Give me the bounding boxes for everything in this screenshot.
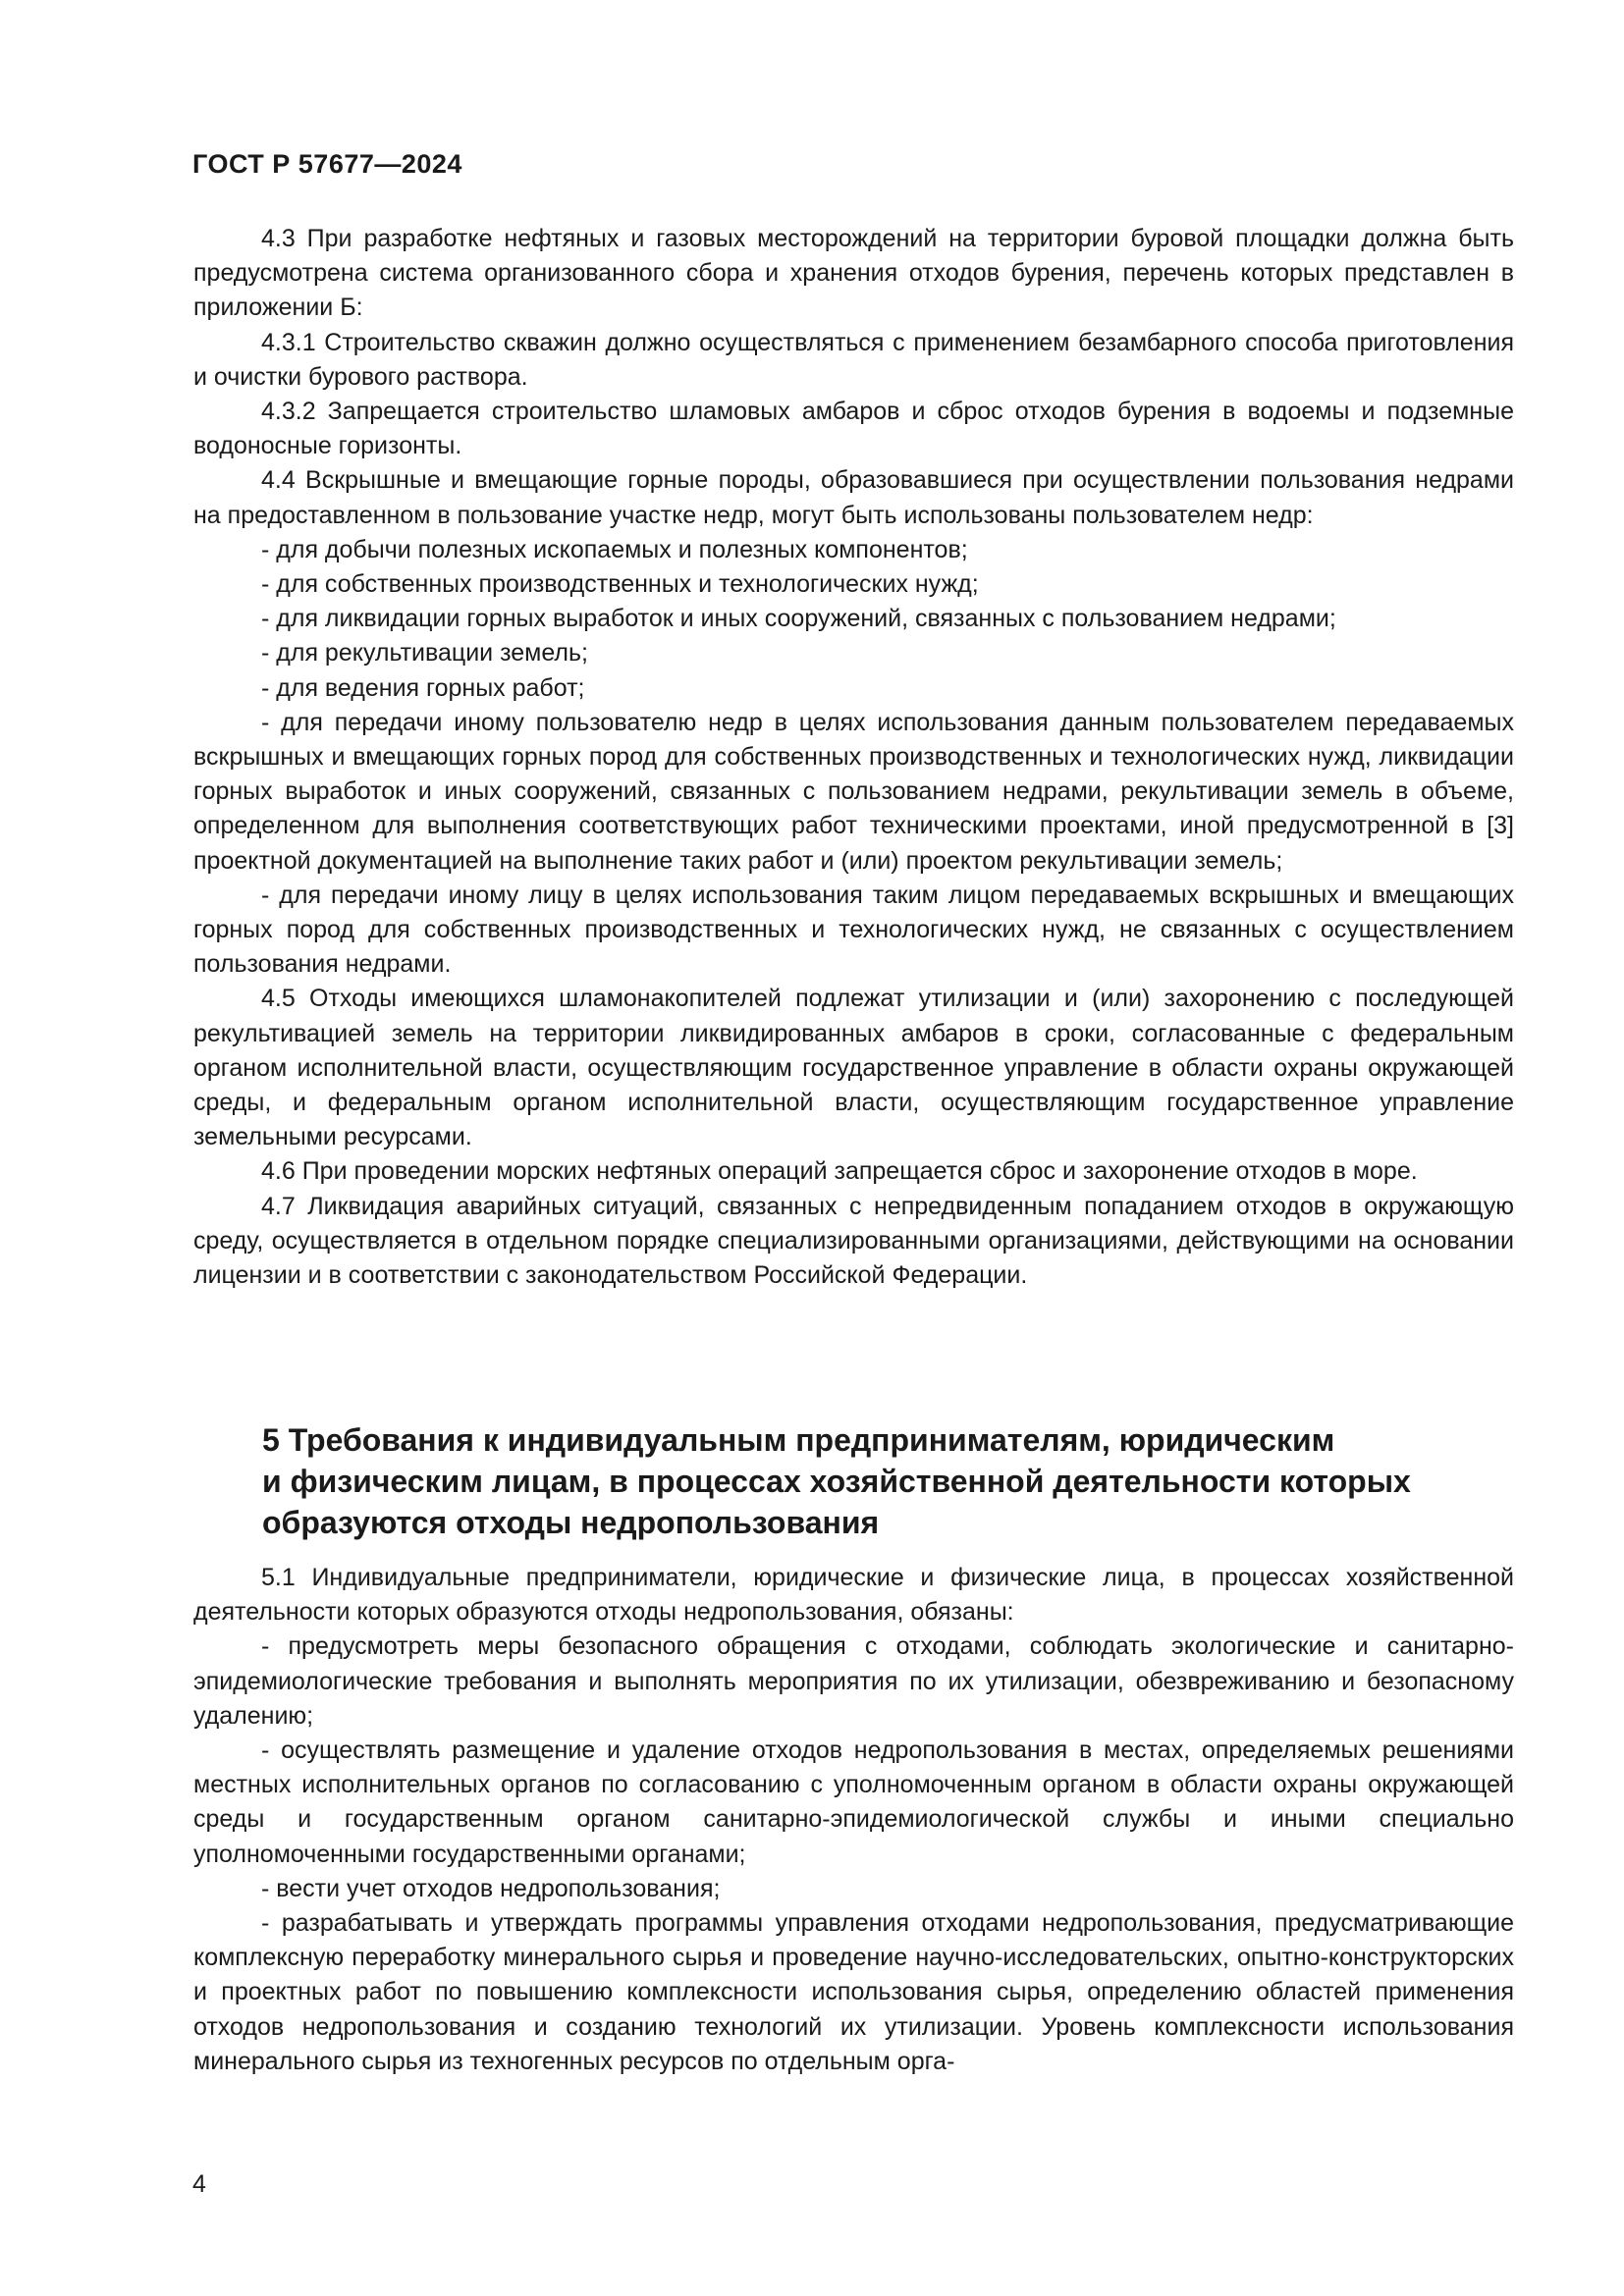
section-title-line: образуются отходы недропользования: [262, 1505, 880, 1540]
list-item: - для добычи полезных ископаемых и полезных компонентов;: [261, 535, 968, 563]
list-item: - для рекультивации земель;: [261, 639, 588, 667]
paragraph: 4.6 При проведении морских нефтяных операций запрещается сброс и захоронение отходов в море.: [261, 1157, 1418, 1186]
list-item: - вести учет отходов недропользования;: [261, 1874, 721, 1902]
list-item: - для собственных производственных и технологических нужд;: [261, 570, 979, 599]
section-title-line: 5 Требования к индивидуальным предпринимателям, юридическим: [262, 1422, 1335, 1458]
list-item: - для передачи иному пользователю недр в целях использования данным пользователем передаваемых вскрышных и вмещающих горных пород для собственных производственных и технологических нужд, ликвидации горных выработок и иных сооружений, связанных с пользованием недрами, рекультивации земель в объеме, определенном для выполнения соответствующих работ техническими проектами, иной предусмотренной в [3] проектной документацией на выполнение таких работ и (или) проектом рекультивации земель;: [193, 708, 1514, 875]
paragraph: 4.7 Ликвидация аварийных ситуаций, связанных с непредвиденным попаданием отходов в окружающую среду, осуществляется в отдельном порядке специализированными организациями, действующими на основании лицензии и в соответствии с законодательством Российской Федерации.: [193, 1192, 1514, 1290]
list-item: - для ведения горных работ;: [261, 673, 585, 702]
paragraph: 4.3 При разработке нефтяных и газовых месторождений на территории буровой площадки должна быть предусмотрена система организованного сбора и хранения отходов бурения, перечень которых представлен в приложении Б:: [193, 225, 1514, 322]
list-item: - для передачи иному лицу в целях использования таким лицом передаваемых вскрышных и вмещающих горных пород для собственных производственных и технологических нужд, не связанных с осуществлением пользования недрами.: [193, 881, 1514, 979]
list-item: - разрабатывать и утверждать программы управления отходами недропользования, предусматривающие комплексную переработку минерального сырья и проведение научно-исследовательских, опытно-конструкторских и проектных работ по повышению комплексности использования сырья, определению областей применения отходов недропользования и созданию технологий их утилизации. Уровень комплексности использования минерального сырья из техногенных ресурсов по отдельным орга-: [193, 1909, 1514, 2075]
section4-body: [193, 222, 1514, 1293]
list-item: - для ликвидации горных выработок и иных сооружений, связанных с пользованием недрами;: [261, 605, 1336, 633]
list-item: - осуществлять размещение и удаление отходов недропользования в местах, определяемых решениями местных исполнительных органов по согласованию с уполномоченным органом в области охраны окружающей среды и государственным органом санитарно-эпидемиологической службы и иными специально уполномоченными государственными органами;: [193, 1736, 1514, 1868]
section-title-line: и физическим лицам, в процессах хозяйственной деятельности которых: [262, 1464, 1411, 1499]
list-item: - предусмотреть меры безопасного обращения с отходами, соблюдать экологические и санитарно-эпидемиологические требования и выполнять мероприятия по их утилизации, обезвреживанию и безопасному удалению;: [193, 1632, 1514, 1730]
paragraph: 4.3.1 Строительство скважин должно осуществляться с применением безамбарного способа приготовления и очистки бурового раствора.: [193, 328, 1514, 391]
paragraph: 4.3.2 Запрещается строительство шламовых амбаров и сброс отходов бурения в водоемы и подземные водоносные горизонты.: [193, 398, 1514, 460]
section5-body: [193, 1561, 1514, 2079]
paragraph: 5.1 Индивидуальные предприниматели, юридические и физические лица, в процессах хозяйственной деятельности которых образуются отходы недропользования, обязаны:: [193, 1564, 1514, 1627]
paragraph: 4.5 Отходы имеющихся шламонакопителей подлежат утилизации и (или) захоронению с последующей рекультивацией земель на территории ликвидированных амбаров в сроки, согласованные с федеральным органом исполнительной власти, осуществляющим государственное управление в области охраны окружающей среды, и федеральным органом исполнительной власти, осуществляющим государственное управление земельными ресурсами.: [193, 985, 1514, 1151]
section-5-title: [262, 1419, 1499, 1543]
page-number: 4: [192, 2170, 206, 2198]
document-header: ГОСТ Р 57677—2024: [192, 149, 462, 179]
paragraph: 4.4 Вскрышные и вмещающие горные породы, образовавшиеся при осуществлении пользования недрами на предоставленном в пользование участке недр, могут быть использованы пользователем недр:: [193, 466, 1514, 529]
